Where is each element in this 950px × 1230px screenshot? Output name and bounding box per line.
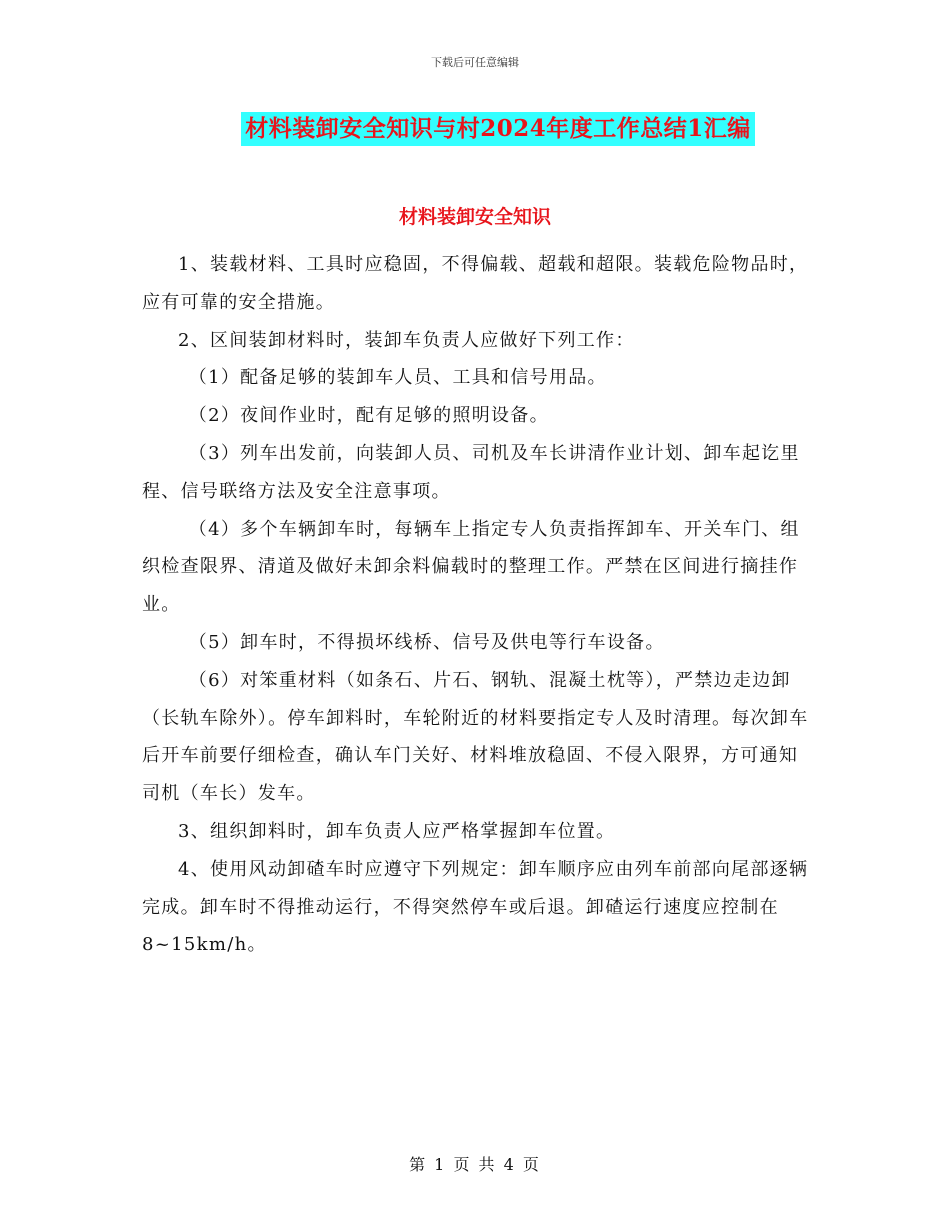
- document-title-container: [0, 112, 950, 146]
- paragraph: （5）卸车时，不得损坏线桥、信号及供电等行车设备。: [188, 631, 665, 653]
- paragraph: （1）配备足够的装卸车人员、工具和信号用品。: [188, 367, 607, 389]
- paragraph: （4）多个车辆卸车时，每辆车上指定专人负责指挥卸车、开关车门、组织检查限界、清道及做好未卸余料偏载时的整理工作。严禁在区间进行摘挂作业。: [142, 518, 800, 616]
- paragraph: 2、区间装卸材料时，装卸车负责人应做好下列工作：: [178, 329, 635, 351]
- document-title: 材料装卸安全知识与村2024年度工作总结1汇编: [241, 112, 755, 146]
- page-footer: 第 1 页 共 4 页: [409, 1155, 541, 1174]
- paragraph: 1、装载材料、工具时应稳固，不得偏载、超载和超限。装载危险物品时，应有可靠的安全措施。: [142, 254, 809, 313]
- document-body: [142, 246, 810, 964]
- section-title: 材料装卸安全知识: [398, 206, 551, 228]
- paragraph: 4、使用风动卸碴车时应遵守下列规定：卸车顺序应由列车前部向尾部逐辆完成。卸车时不得推动运行，不得突然停车或后退。卸碴运行速度应控制在8~15km/h。: [142, 858, 809, 956]
- paragraph: （2）夜间作业时，配有足够的照明设备。: [188, 405, 549, 427]
- paragraph: （3）列车出发前，向装卸人员、司机及车长讲清作业计划、卸车起讫里程、信号联络方法及安全注意事项。: [142, 442, 800, 502]
- header-note: 下载后可任意编辑: [431, 56, 519, 69]
- paragraph: （6）对笨重材料（如条石、片石、钢轨、混凝土枕等），严禁边走边卸（长轨车除外）。停车卸料时，车轮附近的材料要指定专人及时清理。每次卸车后开车前要仔细检查，确认车门关好、材料堆放稳固、不侵入限界，方可通知司机（车长）发车。: [142, 669, 809, 805]
- paragraph: 3、组织卸料时，卸车负责人应严格掌握卸车位置。: [178, 820, 616, 842]
